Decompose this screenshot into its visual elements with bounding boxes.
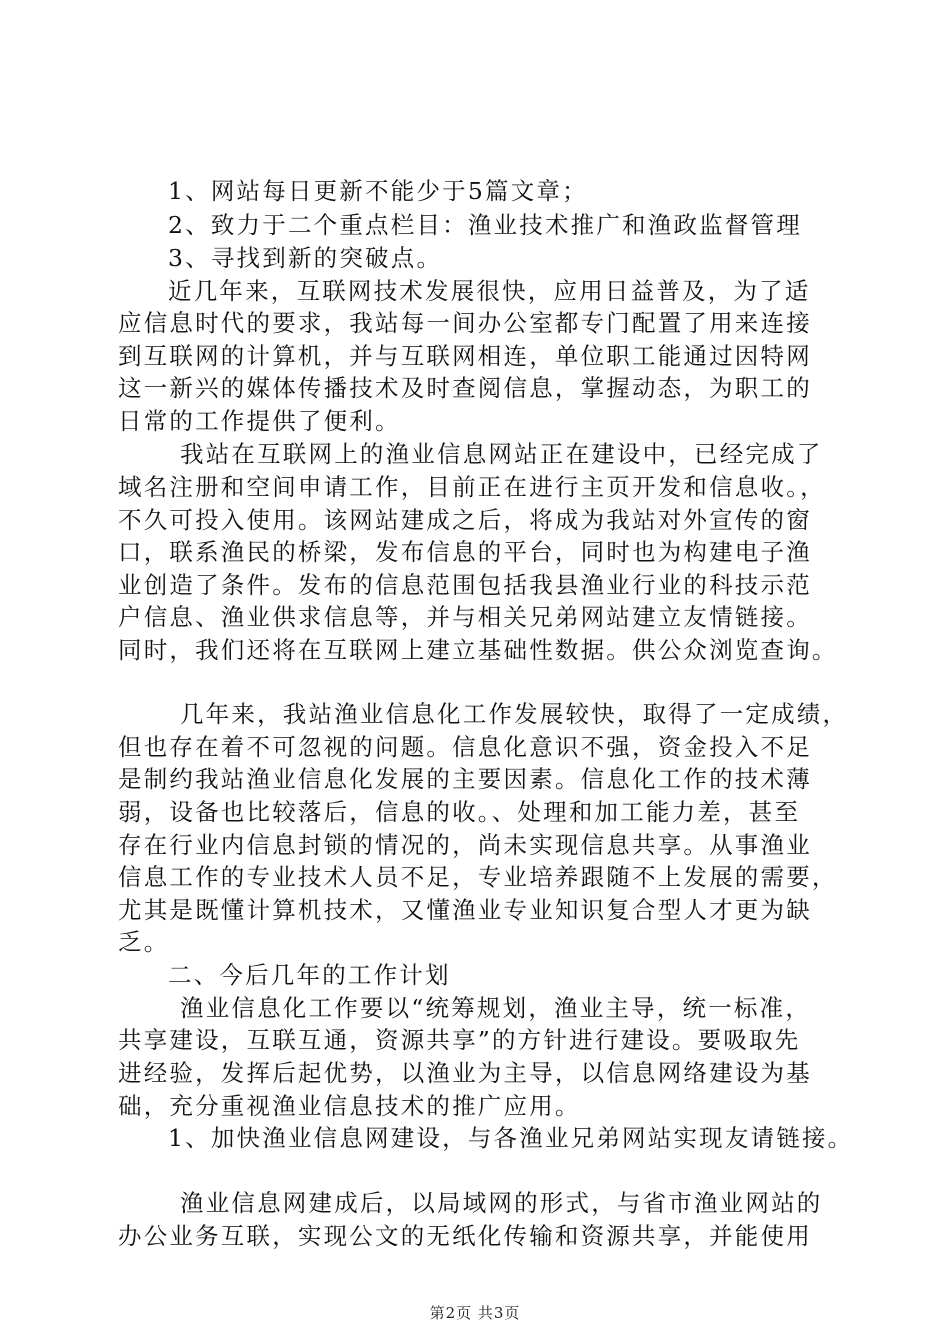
section-heading: 二、今后几年的工作计划 [168, 961, 451, 989]
paragraph-2-line: 域名注册和空间申请工作，目前正在进行主页开发和信息收。， [118, 473, 826, 501]
paragraph-3-line: 尤其是既懂计算机技术，又懂渔业专业知识复合型人才更为缺 [118, 896, 812, 924]
paragraph-3-line: 弱，设备也比较落后，信息的收。、处理和加工能力差，甚至 [118, 798, 801, 826]
paragraph-2-line: 不久可投入使用。该网站建成之后，将成为我站对外宣传的窗 [118, 506, 812, 534]
list-item-plan-1: 1、加快渔业信息网建设，与各渔业兄弟网站实现友请链接。 [168, 1124, 854, 1152]
paragraph-2-line: 业创造了条件。发布的信息范围包括我县渔业行业的科技示范 [118, 571, 812, 599]
paragraph-1-line: 近几年来，互联网技术发展很快，应用日益普及，为了适 [168, 277, 811, 305]
paragraph-3-line: 乏。 [118, 928, 170, 956]
list-item-2: 2、致力于二个重点栏目：渔业技术推广和渔政监督管理 [168, 211, 802, 239]
paragraph-1-line: 到互联网的计算机，并与互联网相连，单位职工能通过因特网 [118, 342, 812, 370]
paragraph-2-line: 同时，我们还将在互联网上建立基础性数据。供公众浏览查询。 [118, 636, 838, 664]
list-item-1: 1、网站每日更新不能少于5篇文章； [168, 177, 588, 205]
paragraph-3-line: 存在行业内信息封锁的情况的，尚未实现信息共享。从事渔业 [118, 831, 812, 859]
paragraph-3-line: 是制约我站渔业信息化发展的主要因素。信息化工作的技术薄 [118, 765, 812, 793]
paragraph-3-line: 信息工作的专业技术人员不足，专业培养跟随不上发展的需要， [118, 863, 838, 891]
paragraph-2-line: 户信息、渔业供求信息等，并与相关兄弟网站建立友情链接。 [118, 603, 812, 631]
paragraph-4-line: 共享建设，互联互通，资源共享”的方针进行建设。要吸取先 [118, 1026, 801, 1054]
page-number-footer: 第2页 共3页 [429, 1304, 521, 1322]
paragraph-2-line: 我站在互联网上的渔业信息网站正在建设中，已经完成了 [180, 440, 823, 468]
paragraph-5-line: 渔业信息网建成后，以局域网的形式，与省市渔业网站的 [180, 1189, 823, 1217]
paragraph-3-line: 但也存在着不可忽视的问题。信息化意识不强，资金投入不足 [118, 733, 812, 761]
paragraph-4-line: 础，充分重视渔业信息技术的推广应用。 [118, 1092, 581, 1120]
list-item-3: 3、寻找到新的突破点。 [168, 244, 443, 272]
paragraph-4-line: 进经验，发挥后起优势，以渔业为主导，以信息网络建设为基 [118, 1059, 812, 1087]
paragraph-1-line: 这一新兴的媒体传播技术及时查阅信息，掌握动态，为职工的 [118, 374, 812, 402]
paragraph-2-line: 口，联系渔民的桥梁，发布信息的平台，同时也为构建电子渔 [118, 538, 812, 566]
paragraph-1-line: 应信息时代的要求，我站每一间办公室都专门配置了用来连接 [118, 309, 812, 337]
paragraph-3-line: 几年来，我站渔业信息化工作发展较快，取得了一定成绩， [180, 700, 849, 728]
paragraph-5-line: 办公业务互联，实现公文的无纸化传输和资源共享，并能使用 [118, 1222, 812, 1250]
paragraph-4-line: 渔业信息化工作要以“统筹规划，渔业主导，统一标准， [180, 994, 812, 1022]
paragraph-1-line: 日常的工作提供了便利。 [118, 407, 401, 435]
